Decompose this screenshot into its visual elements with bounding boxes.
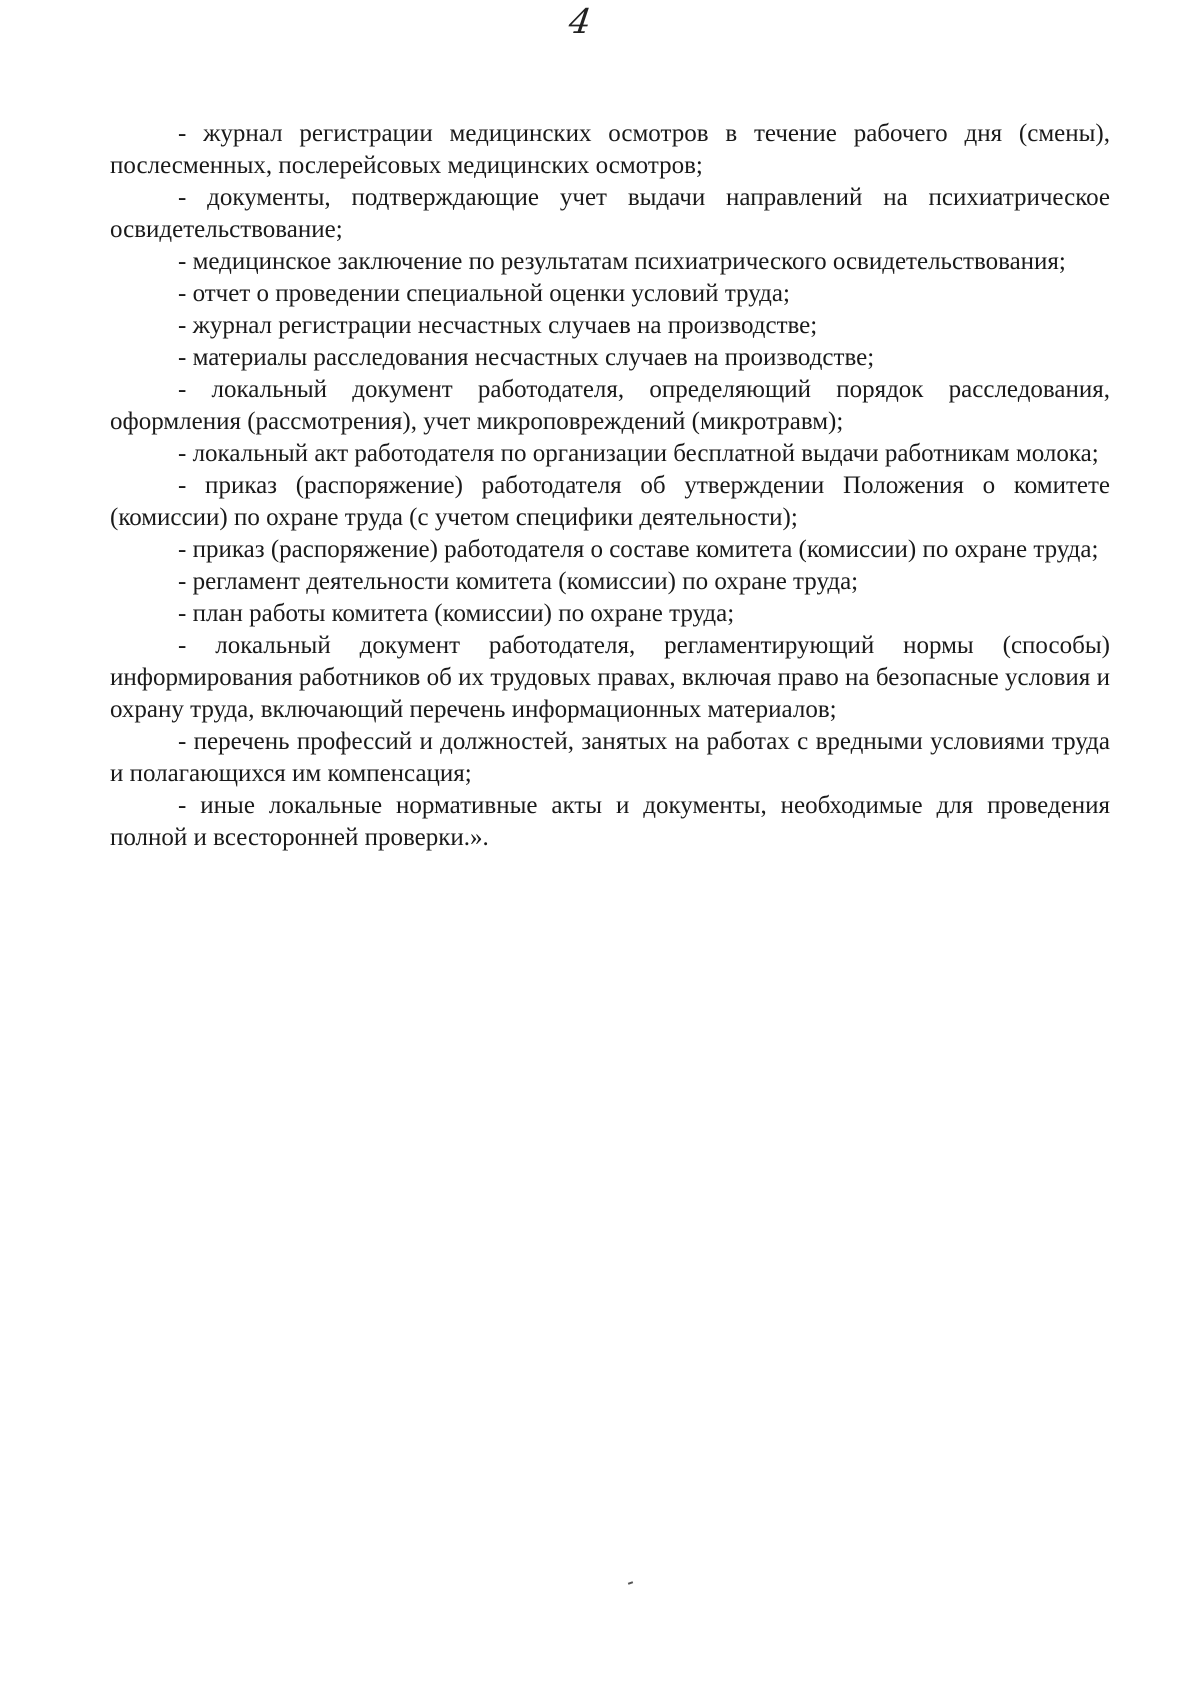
list-item: - приказ (распоряжение) работодателя о составе комитета (комиссии) по охране труда;: [178, 536, 1099, 563]
list-item: - материалы расследования несчастных случаев на производстве;: [178, 344, 875, 371]
document-body: [110, 118, 1110, 854]
list-item: - регламент деятельности комитета (комиссии) по охране труда;: [178, 568, 859, 595]
list-item: - локальный документ работодателя, регламентирующий нормы (способы) информирования работников об их трудовых правах, включая право на безопасные условия и охрану труда, включающий перечень информационных материалов;: [110, 632, 1110, 723]
list-item: - отчет о проведении специальной оценки условий труда;: [178, 280, 790, 307]
list-item: - перечень профессий и должностей, занятых на работах с вредными условиями труда и полагающихся им компенсация;: [110, 728, 1110, 787]
page-number: 4: [566, 2, 594, 42]
list-item: - план работы комитета (комиссии) по охране труда;: [178, 600, 735, 627]
list-item: - документы, подтверждающие учет выдачи направлений на психиатрическое освидетельствование;: [110, 184, 1110, 243]
list-item: - локальный документ работодателя, определяющий порядок расследования, оформления (рассмотрения), учет микроповреждений (микротравм);: [110, 376, 1110, 435]
scan-artifact: [628, 1581, 633, 1585]
list-item: - журнал регистрации несчастных случаев на производстве;: [178, 312, 818, 339]
list-item: - локальный акт работодателя по организации бесплатной выдачи работникам молока;: [178, 440, 1099, 467]
list-item: - иные локальные нормативные акты и документы, необходимые для проведения полной и всесторонней проверки.».: [110, 792, 1110, 851]
list-item: - приказ (распоряжение) работодателя об утверждении Положения о комитете (комиссии) по охране труда (с учетом специфики деятельности);: [110, 472, 1110, 531]
list-item: - медицинское заключение по результатам психиатрического освидетельствования;: [178, 248, 1066, 275]
list-item: - журнал регистрации медицинских осмотров в течение рабочего дня (смены), послесменных, послерейсовых медицинских осмотров;: [110, 120, 1110, 179]
